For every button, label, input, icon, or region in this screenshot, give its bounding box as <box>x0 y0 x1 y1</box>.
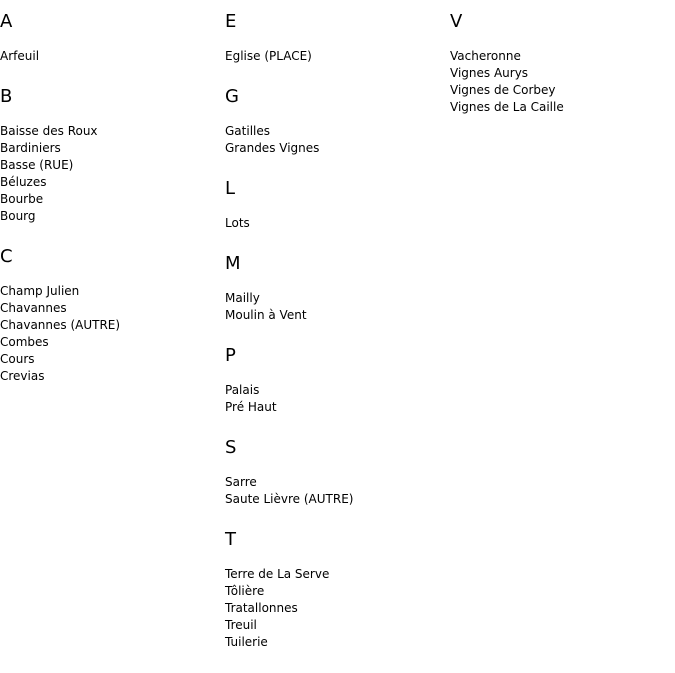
index-column-3 <box>450 0 670 138</box>
place-link[interactable]: Moulin à Vent <box>225 308 307 322</box>
letter-heading: M <box>225 253 242 274</box>
place-link[interactable]: Chavannes (AUTRE) <box>0 318 121 332</box>
place-list <box>225 382 445 416</box>
place-link[interactable]: Tuilerie <box>225 635 268 649</box>
letter-section <box>450 12 670 116</box>
letter-heading: C <box>0 246 14 267</box>
place-list <box>225 566 445 651</box>
letter-section <box>225 254 445 324</box>
place-link[interactable]: Basse (RUE) <box>0 158 74 172</box>
letter-section <box>0 87 220 225</box>
place-link[interactable]: Gatilles <box>225 124 270 138</box>
letter-heading: E <box>225 11 237 32</box>
letter-section <box>225 87 445 157</box>
letter-section <box>225 12 445 65</box>
letter-heading: G <box>225 86 240 107</box>
place-link[interactable]: Béluzes <box>0 175 47 189</box>
place-link[interactable]: Vacheronne <box>450 49 521 63</box>
place-link[interactable]: Bourbe <box>0 192 44 206</box>
place-list <box>0 48 220 65</box>
place-list <box>225 123 445 157</box>
letter-heading: T <box>225 529 237 550</box>
place-link[interactable]: Champ Julien <box>0 284 80 298</box>
place-link[interactable]: Crevias <box>0 369 45 383</box>
letter-section <box>225 530 445 651</box>
letter-section <box>225 179 445 232</box>
place-list <box>225 474 445 508</box>
place-link[interactable]: Terre de La Serve <box>225 567 330 581</box>
place-list <box>0 123 220 225</box>
place-link[interactable]: Vignes Aurys <box>450 66 529 80</box>
letter-section <box>225 346 445 416</box>
letter-section <box>0 12 220 65</box>
index-column-1 <box>0 0 220 407</box>
place-link[interactable]: Lots <box>225 216 250 230</box>
place-link[interactable]: Baisse des Roux <box>0 124 98 138</box>
letter-section <box>225 438 445 508</box>
place-list <box>225 215 445 232</box>
place-link[interactable]: Grandes Vignes <box>225 141 320 155</box>
place-link[interactable]: Tôlière <box>225 584 265 598</box>
letter-heading: V <box>450 11 463 32</box>
place-link[interactable]: Vignes de Corbey <box>450 83 556 97</box>
place-link[interactable]: Saute Lièvre (AUTRE) <box>225 492 354 506</box>
letter-heading: S <box>225 437 237 458</box>
letter-section <box>0 247 220 385</box>
place-link[interactable]: Sarre <box>225 475 257 489</box>
place-link[interactable]: Pré Haut <box>225 400 277 414</box>
place-link[interactable]: Eglise (PLACE) <box>225 49 312 63</box>
place-list <box>225 290 445 324</box>
place-list <box>450 48 670 116</box>
place-link[interactable]: Vignes de La Caille <box>450 100 564 114</box>
place-link[interactable]: Palais <box>225 383 260 397</box>
index-column-2 <box>225 0 445 673</box>
letter-heading: A <box>0 11 13 32</box>
place-link[interactable]: Combes <box>0 335 49 349</box>
letter-heading: L <box>225 178 236 199</box>
place-list <box>0 283 220 385</box>
place-link[interactable]: Treuil <box>225 618 257 632</box>
place-link[interactable]: Mailly <box>225 291 260 305</box>
place-link[interactable]: Tratallonnes <box>225 601 298 615</box>
place-link[interactable]: Cours <box>0 352 35 366</box>
place-link[interactable]: Bardiniers <box>0 141 61 155</box>
place-link[interactable]: Arfeuil <box>0 49 40 63</box>
letter-heading: P <box>225 345 237 366</box>
place-list <box>225 48 445 65</box>
letter-heading: B <box>0 86 13 107</box>
place-link[interactable]: Bourg <box>0 209 36 223</box>
place-link[interactable]: Chavannes <box>0 301 67 315</box>
